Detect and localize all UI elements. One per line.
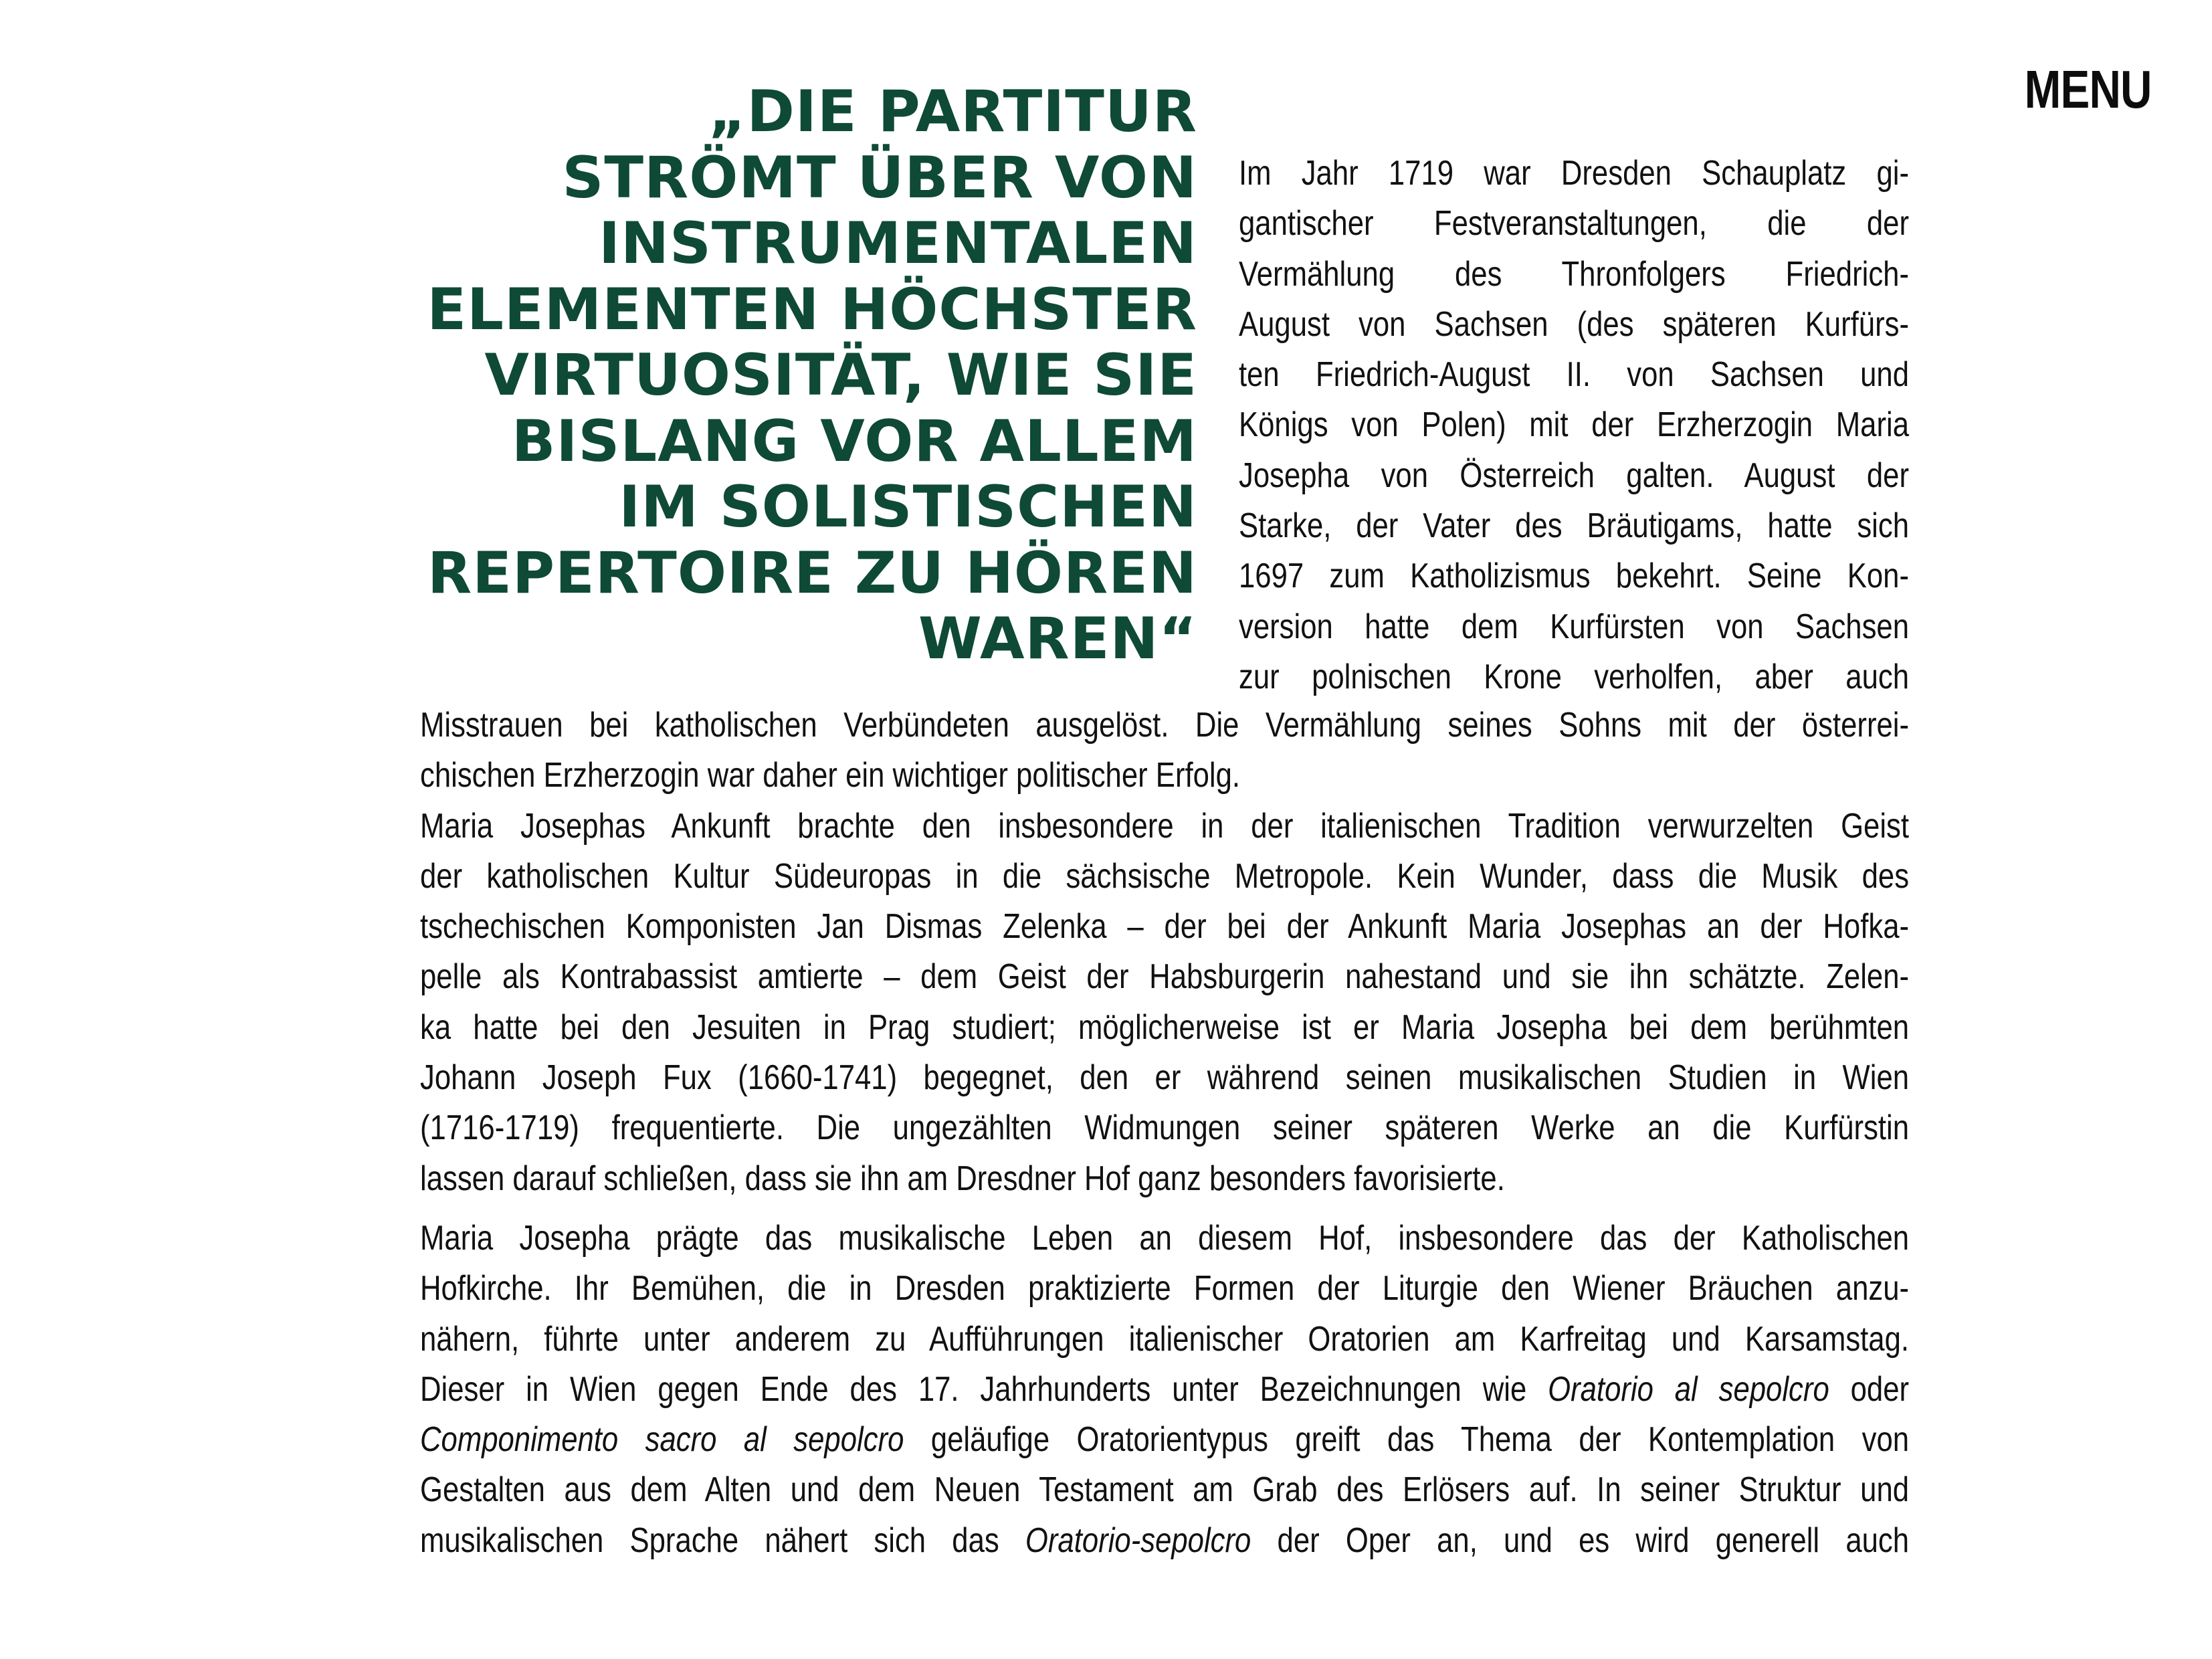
text-line: pelle als Kontrabassist amtierte – dem Geist der Habsburgerin nahestand und sie ihn schätzte. Zelen- [420, 957, 1910, 997]
text-line: lassen darauf schließen, dass sie ihn am Dresdner Hof ganz besonders favorisierte. [420, 1159, 1505, 1198]
italic-title: Oratorio al sepolcro [1548, 1369, 1829, 1409]
italic-title: Componimento sacro al sepolcro [420, 1420, 904, 1460]
text-line [420, 1365, 1909, 1415]
text-line: gantischer Festveranstaltungen, die der [1239, 204, 1910, 243]
text-run: musikalischen Sprache nähert sich das [420, 1521, 1025, 1560]
text-line: Maria Josephas Ankunft brachte den insbesondere in der italienischen Tradition verwurzelten Geist [420, 806, 1910, 846]
text-line: Vermählung des Thronfolgers Friedrich- [1239, 254, 1910, 294]
text-line: Johann Joseph Fux (1660-1741) begegnet, den er während seinen musikalischen Studien in Wien [420, 1058, 1910, 1098]
text-line: ka hatte bei den Jesuiten in Prag studiert; möglicherweise ist er Maria Josepha bei dem berühmten [420, 1007, 1910, 1047]
pull-quote-line: WAREN“ [918, 605, 1197, 672]
text-line: chischen Erzherzogin war daher ein wichtiger politischer Erfolg. [420, 756, 1241, 795]
text-line [420, 1516, 1909, 1566]
text-line: Misstrauen bei katholischen Verbündeten ausgelöst. Die Vermählung seines Sohns mit der österrei- [420, 706, 1910, 745]
text-line: August von Sachsen (des späteren Kurfürs- [1239, 304, 1910, 344]
pull-quote-line: ELEMENTEN HÖCHSTER [427, 276, 1197, 343]
text-line: Königs von Polen) mit der Erzherzogin Maria [1239, 405, 1910, 445]
text-run: oder [1829, 1369, 1910, 1409]
pull-quote-line: IM SOLISTISCHEN [619, 474, 1197, 541]
text-line: zur polnischen Krone verholfen, aber auch [1239, 657, 1910, 696]
pull-quote-line: STRÖMT ÜBER VON [562, 144, 1197, 211]
pull-quote-line: „DIE PARTITUR [708, 78, 1197, 145]
intro-paragraph [1239, 149, 1909, 702]
page-marker [1137, 1583, 1157, 1588]
pull-quote-line: REPERTOIRE ZU HÖREN [427, 539, 1197, 607]
text-line: der katholischen Kultur Südeuropas in die sächsische Metropole. Kein Wunder, dass die Musik des [420, 856, 1910, 896]
text-line: 1697 zum Katholizismus bekehrt. Seine Kon- [1239, 557, 1910, 596]
text-line: version hatte dem Kurfürsten von Sachsen [1239, 607, 1910, 646]
pull-quote [375, 79, 1197, 672]
text-line: tschechischen Komponisten Jan Dismas Zelenka – der bei der Ankunft Maria Josephas an der Hofka- [420, 907, 1910, 947]
text-run: geläufige Oratorientypus greift das Thema der Kontemplation von [904, 1420, 1910, 1460]
italic-title: Oratorio-sepolcro [1025, 1521, 1251, 1560]
pull-quote-line: VIRTUOSITÄT, WIE SIE [484, 342, 1197, 409]
body-text [420, 700, 1909, 1566]
menu-button[interactable]: MENU [2025, 60, 2152, 119]
text-line: Gestalten aus dem Alten und dem Neuen Testament am Grab des Erlösers auf. In seiner Struktur und [420, 1470, 1910, 1510]
text-line: Maria Josepha prägte das musikalische Leben an diesem Hof, insbesondere das der Katholischen [420, 1218, 1910, 1258]
text-line: nähern, führte unter anderem zu Aufführungen italienischer Oratorien am Karfreitag und Karsamstag. [420, 1319, 1910, 1359]
text-run: Dieser in Wien gegen Ende des 17. Jahrhunderts unter Bezeichnungen wie [420, 1369, 1548, 1409]
text-line: Josepha von Österreich galten. August der [1239, 456, 1910, 495]
text-line: ten Friedrich-August II. von Sachsen und [1239, 355, 1910, 395]
pull-quote-line: INSTRUMENTALEN [599, 210, 1197, 277]
text-run: der Oper an, und es wird generell auch [1251, 1521, 1910, 1560]
text-line: Starke, der Vater des Bräutigams, hatte sich [1239, 506, 1910, 546]
text-line: (1716-1719) frequentierte. Die ungezählten Widmungen seiner späteren Werke an die Kurfürstin [420, 1108, 1910, 1148]
text-line: Hofkirche. Ihr Bemühen, die in Dresden praktizierte Formen der Liturgie den Wiener Bräuchen anzu- [420, 1269, 1910, 1308]
text-line: Im Jahr 1719 war Dresden Schauplatz gi- [1239, 154, 1910, 193]
text-line [420, 1415, 1909, 1465]
pull-quote-line: BISLANG VOR ALLEM [511, 407, 1197, 475]
